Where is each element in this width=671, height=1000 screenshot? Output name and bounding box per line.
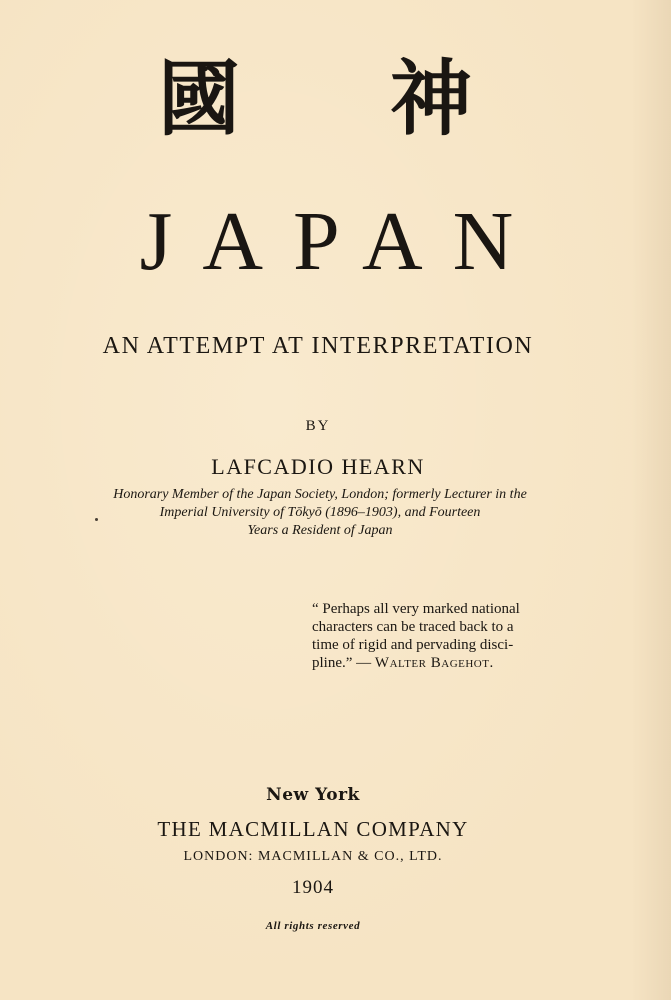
epigraph-line: “ Perhaps all very marked national (312, 601, 520, 617)
epigraph-line-end: pline.” — (312, 655, 375, 671)
epigraph (312, 600, 574, 672)
author-credentials (40, 486, 600, 540)
epigraph-attribution: Walter Bagehot. (374, 655, 494, 671)
imprint-publisher: THE MACMILLAN COMPANY (157, 817, 469, 841)
ink-speck (95, 518, 98, 521)
rights-notice: All rights reserved (265, 920, 361, 932)
epigraph-line: time of rigid and pervading disci- (312, 637, 514, 653)
credentials-line: Honorary Member of the Japan Society, London; formerly Lecturer in the (113, 487, 527, 502)
credentials-line: Imperial University of Tōkyō (1896–1903), and Fourteen (159, 505, 481, 520)
kanji-shin: 神 (390, 51, 473, 147)
imprint-place: New York (266, 785, 360, 805)
credentials-line: Years a Resident of Japan (247, 523, 393, 538)
imprint-london: LONDON: MACMILLAN & CO., LTD. (183, 849, 443, 864)
kanji-koku: 國 (158, 51, 241, 147)
epigraph-line: characters can be traced back to a (312, 619, 514, 635)
author-name: LAFCADIO HEARN (211, 454, 425, 479)
book-subtitle: AN ATTEMPT AT INTERPRETATION (102, 333, 534, 359)
by-label: BY (305, 418, 331, 434)
imprint-year: 1904 (292, 877, 334, 898)
epigraph-last-line (312, 654, 574, 672)
book-title: JAPAN (139, 195, 544, 288)
